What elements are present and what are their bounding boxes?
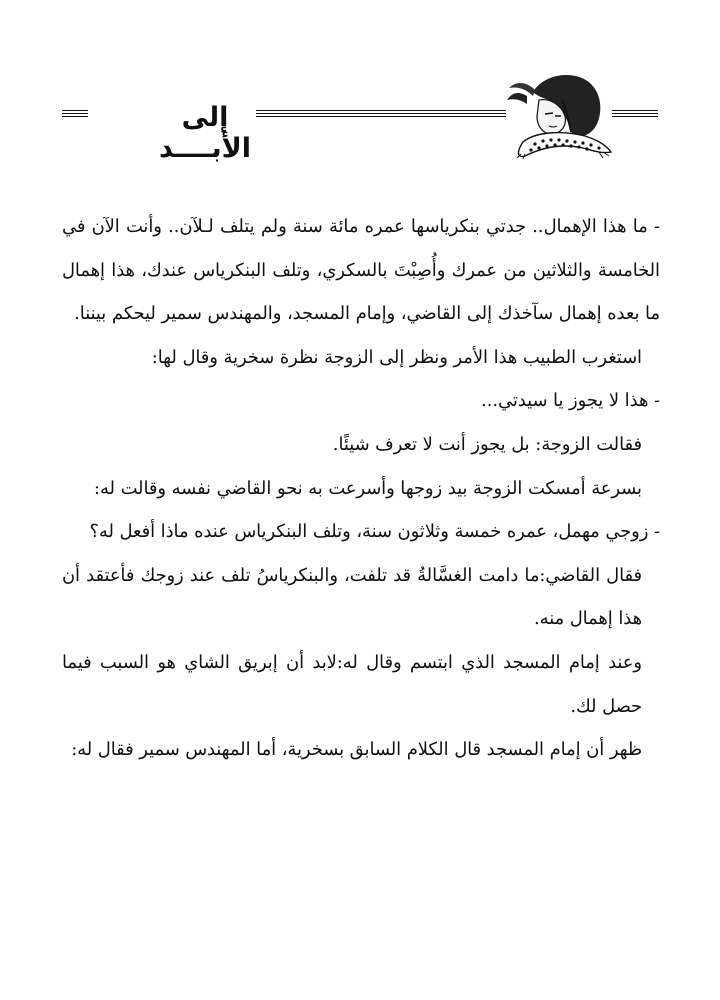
paragraph: بسرعة أمسكت الزوجة بيد زوجها وأسرعت به نحو القاضي نفسه وقالت له: [93,477,642,499]
paragraph: ظهر أن إمام المسجد قال الكلام السابق بسخرية، أما المهندس سمير فقال له: [71,739,642,761]
header-rule-middle [256,110,506,120]
header-rule-right [612,110,658,120]
paragraph: وعند إمام المسجد الذي ابتسم وقال له:لابد أن إبريق الشاي هو السبب فيما حصل لك. [62,651,642,717]
paragraph: - زوجي مهمل، عمره خمسة وثلاثون سنة، وتلف البنكرياس عنده ماذا أفعل له؟ [89,521,660,543]
paragraph: فقالت الزوجة: بل يجوز أنت لا تعرف شيئًا. [332,433,642,455]
header-rule-left [62,110,88,120]
paragraph: فقال القاضي:ما دامت الغسَّالةُ قد تلفت، والبنكرياسُ تلف عند زوجك فأعتقد أن هذا إهمال منه. [62,564,642,630]
paragraph: - هذا لا يجوز يا سيدتي... [481,390,660,412]
page-header [0,70,720,180]
paragraph: - ما هذا الإهمال.. جدتي بنكرياسها عمره مائة سنة ولم يتلف لـلآن.. وأنت الآن في الخامسة والثلاثين من عمرك وأُصِبْتَ بالسكري، وتلف البنكرياس عندك، هذا إهمال ما بعده إهمال سآخذك إلى القاضي، وإمام المسجد، والمهندس سمير ليحكم بيننا. [62,216,660,325]
girl-with-scarf-illustration [505,70,613,160]
chapter-title: إلى الأبــــد [158,102,251,164]
paragraph: استغرب الطبيب هذا الأمر ونظر إلى الزوجة نظرة سخرية وقال لها: [151,346,642,368]
page-body [62,205,660,772]
